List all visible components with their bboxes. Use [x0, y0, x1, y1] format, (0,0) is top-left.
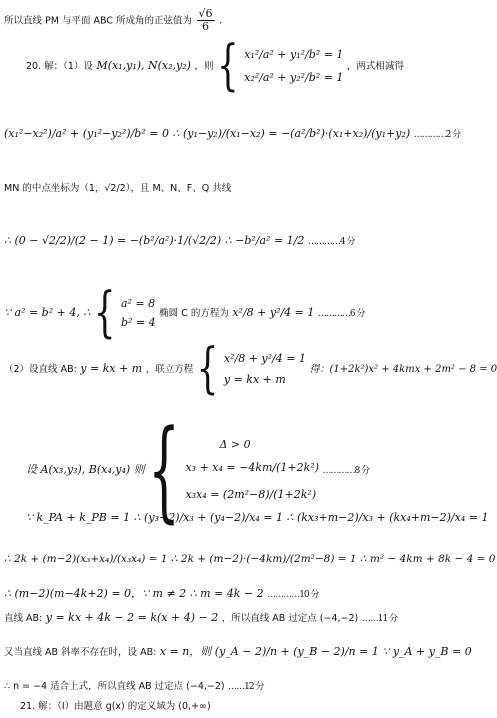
joint-system: x²/8 + y²/4 = 1 y = kx + m	[223, 352, 306, 387]
vieta-system: Δ > 0 x₃ + x₄ = −4km/(1+2k²) x₃x₄ = (2m²−8)/(1+2k²)	[185, 438, 320, 502]
line-11: ∴ (m−2)(m−4k+2) = 0，∵ m ≠ 2 ∴ m = 4k − 2 …………10 分	[4, 587, 319, 600]
line-14: ∴ n = −4 适合上式，所以直线 AB 过定点 (−4,−2) ……12 分	[4, 681, 264, 692]
line-9: ∵ k_PA + k_PB = 1 ∴ (y₃−2)/x₃ + (y₄−2)/x₄ = 1 ∴ (kx₃+m−2)/x₃ + (kx₄+m−2)/x₄ = 1	[26, 511, 489, 524]
line-15: 21. 解：（I）由题意 g(x) 的定义域为 (0,+∞)	[20, 701, 211, 712]
line-7: （2）设直线 AB: y = kx + m ，联立方程 { x²/8 + y²/4 = 1 y = kx + m 得：(1+2k²)x² + 4kmx + 2m² − 8 = 0	[4, 337, 497, 402]
sine-value-fraction: $\frac{√6}{6}$	[198, 7, 213, 34]
line-4: MN 的中点坐标为（1，√2/2），且 M、N、F、Q 共线	[4, 183, 232, 194]
ab-brace: {	[93, 281, 116, 345]
line-5: ∴ (0 − √2/2)/(2 − 1) = −(b²/a²)·1/(√2/2) ∴ −b²/a² = 1/2 …………4 分	[4, 234, 355, 247]
line-8: 设 A(x₃,y₃), B(x₄,y₄) 则 { Δ > 0 x₃ + x₄ = −4km/(1+2k²) x₃x₄ = (2m²−8)/(1+2k²) …………8 分	[26, 405, 370, 534]
line-12: 直线 AB: y = kx + 4k − 2 = k(x + 4) − 2 ，所以直线 AB 过定点 (−4,−2) ……11 分	[4, 611, 398, 624]
ab-system: a² = 8 b² = 4	[120, 296, 156, 329]
ellipse-system: x₁²/a² + y₁²/b² = 1 x₂²/a² + y₂²/b² = 1	[244, 48, 344, 85]
joint-brace: {	[196, 337, 219, 402]
line-2: 20. 解：（1）设 M(x₁,y₁), N(x₂,y₂) ，则 { x₁²/a² + y₁²/b² = 1 x₂²/a² + y₂²/b² = 1 ，两式相减得	[26, 34, 404, 99]
line-3: (x₁²−x₂²)/a² + (y₁²−y₂²)/b² = 0 ∴ (y₁−y₂)/(x₁−x₂) = −(a²/b²)·(x₁+x₂)/(y₁+y₂) …………2 分	[4, 127, 461, 140]
line-13: 又当直线 AB 斜率不存在时，设 AB: x = n，则 (y_A − 2)/n + (y_B − 2)/n = 1 ∵ y_A + y_B = 0	[4, 645, 472, 658]
line-6: ∵ a² = b² + 4, ∴ { a² = 8 b² = 4 椭圆 C 的方程为 x²/8 + y²/4 = 1 …………6 分	[4, 281, 365, 345]
line-10: ∴ 2k + (m−2)(x₃+x₄)/(x₃x₄) = 1 ∴ 2k + (m−2)·(−4km)/(2m²−8) = 1 ∴ m² − 4km + 8k − 4 = 0	[4, 553, 496, 565]
vieta-brace: {	[148, 405, 180, 534]
system-brace: {	[216, 34, 239, 99]
line-1-text: 所以直线 PM 与平面 ABC 所成角的正弦值为	[4, 15, 192, 27]
line-1: 所以直线 PM 与平面 ABC 所成角的正弦值为 $\frac{√6}{6}$ .	[4, 7, 223, 34]
